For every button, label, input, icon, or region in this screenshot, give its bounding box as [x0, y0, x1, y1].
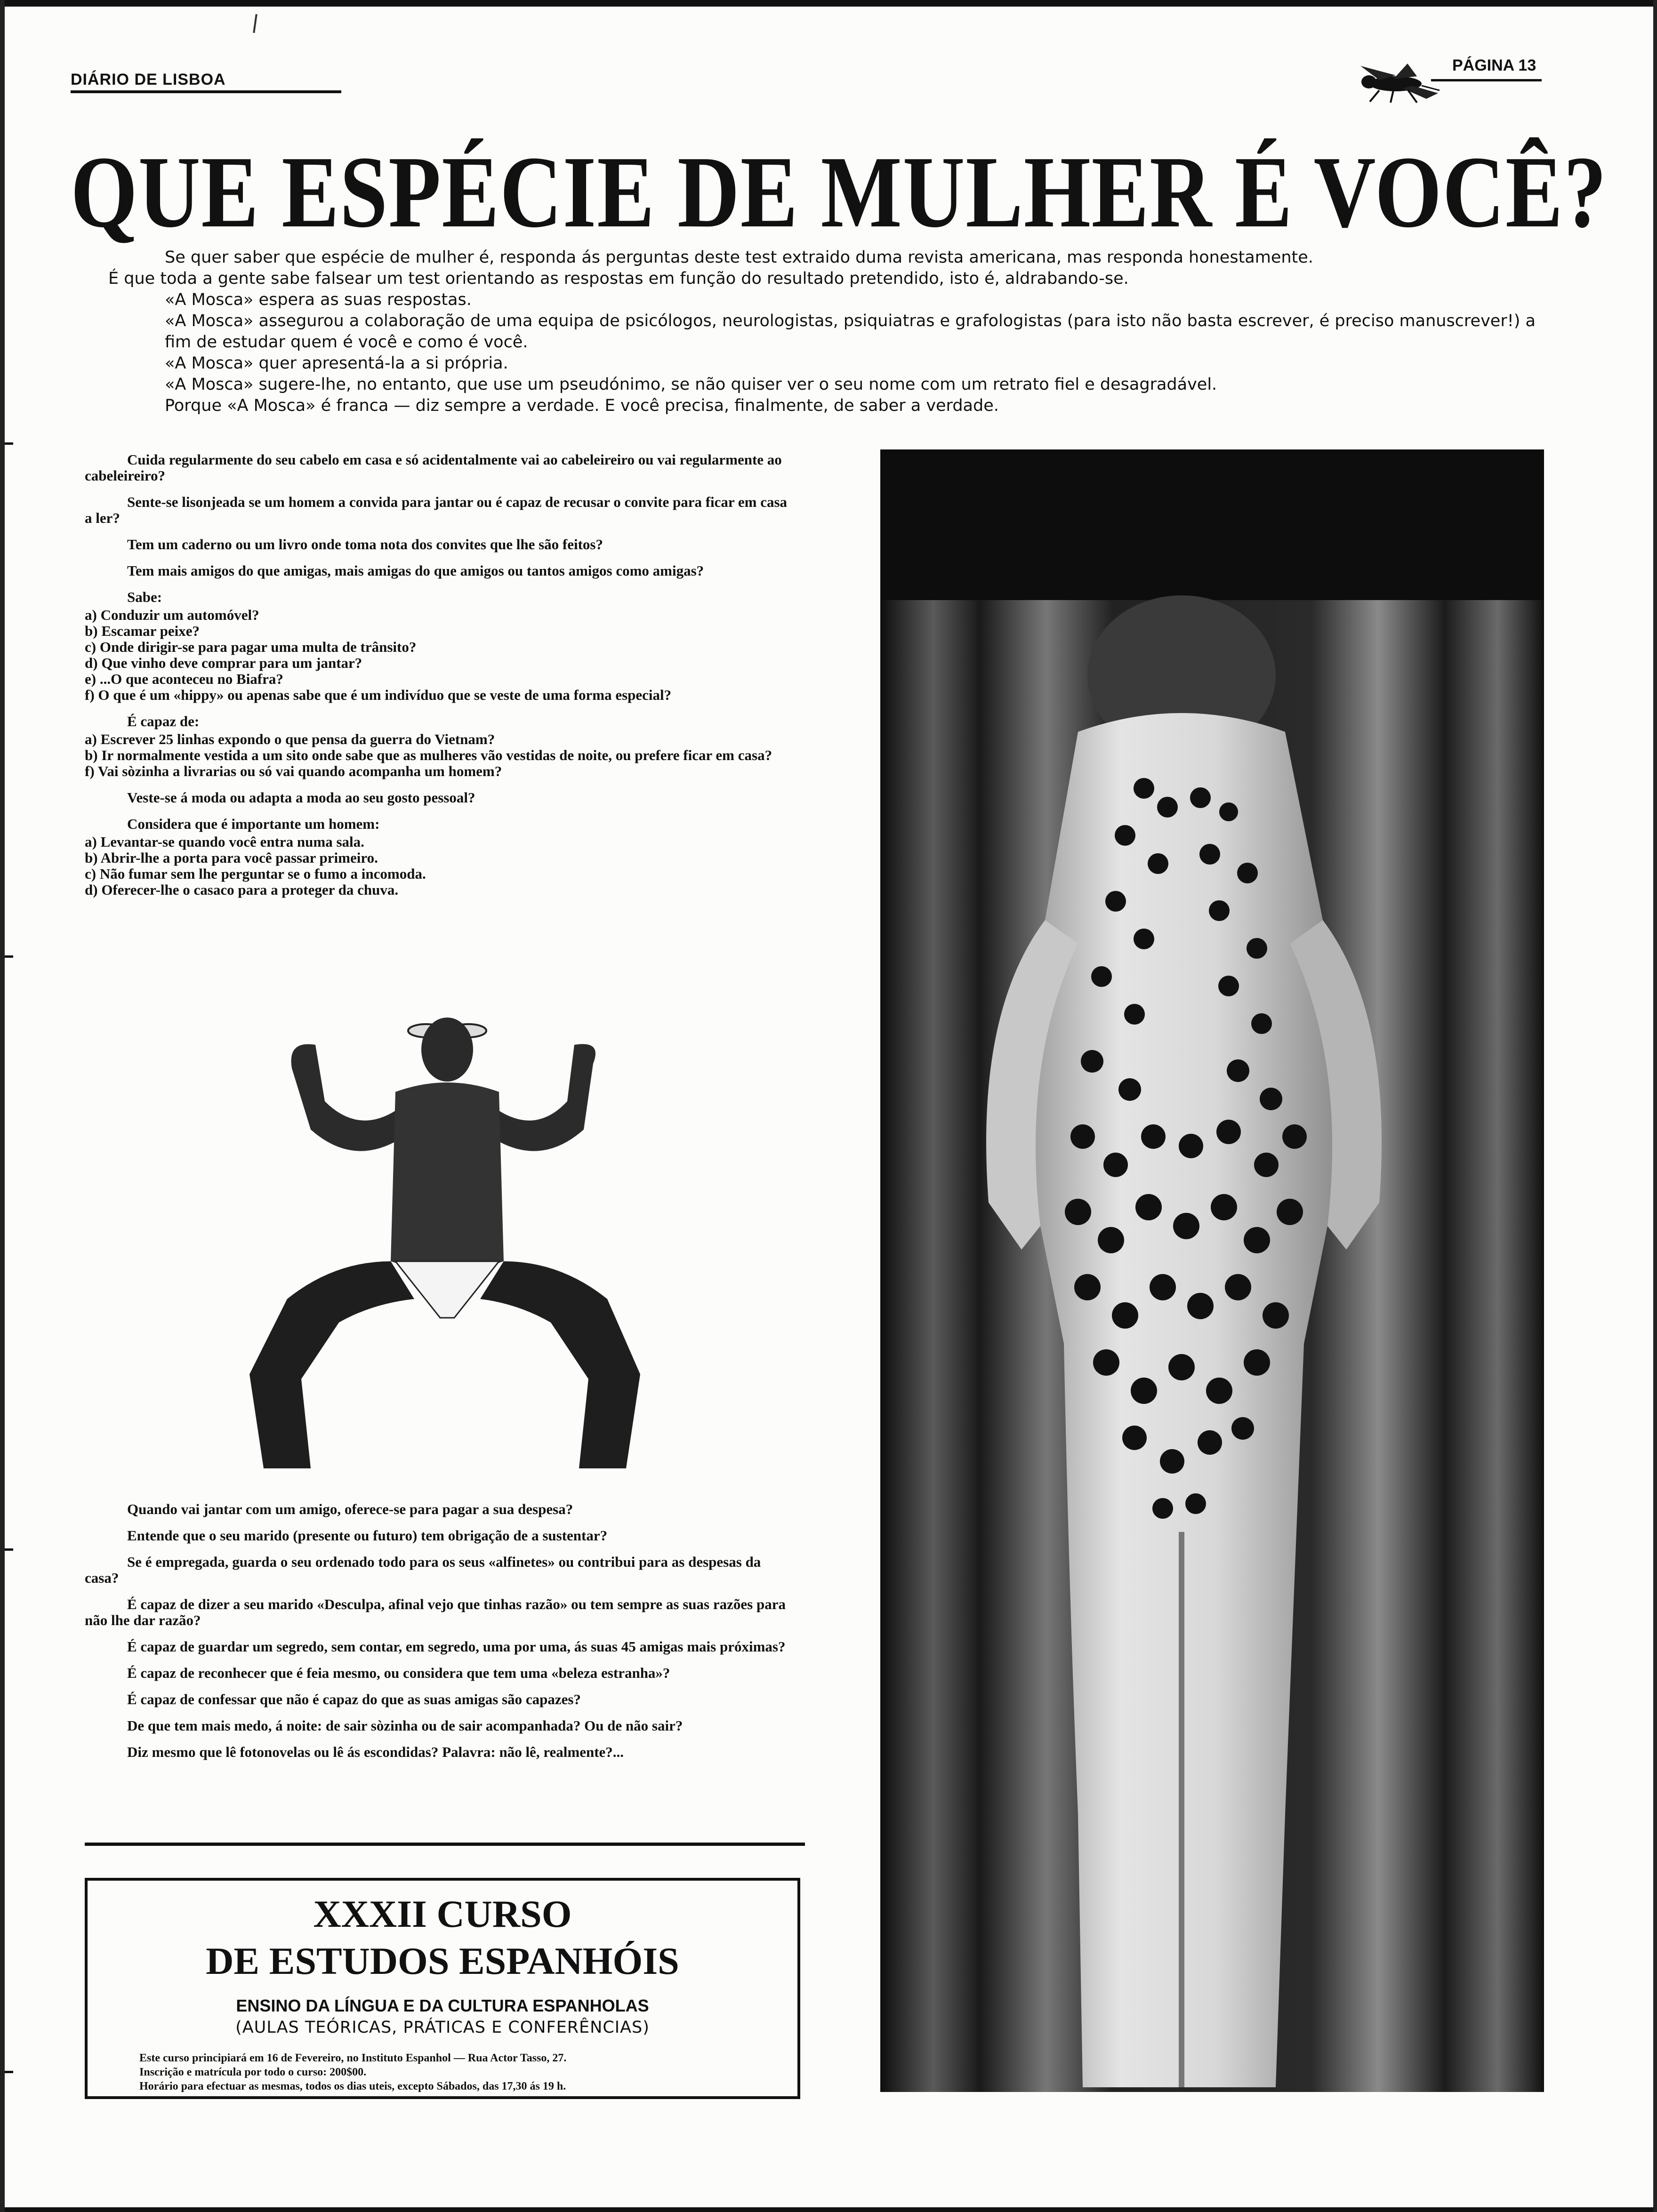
- intro-paragraph: «A Mosca» quer apresentá-la a si própria.: [165, 354, 508, 373]
- question: É capaz de reconhecer que é feia mesmo, ou considera que tem uma «beleza estranha»?: [127, 1665, 670, 1681]
- question: De que tem mais medo, á noite: de sair sòzinha ou de sair acompanhada? Ou de não sair?: [127, 1717, 683, 1734]
- question: É capaz de guardar um segredo, sem contar, em segredo, uma por uma, ás suas 45 amigas mais próximas?: [127, 1638, 786, 1655]
- question: Tem mais amigos do que amigas, mais amigas do que amigos ou tantos amigos como amigas?: [127, 562, 704, 579]
- intro-text: [108, 247, 1539, 417]
- question: Se é empregada, guarda o seu ordenado todo para os seus «alfinetes» ou contribui para as despesas da casa?: [85, 1554, 761, 1586]
- question: Tem um caderno ou um livro onde toma nota dos convites que lhe são feitos?: [127, 536, 603, 553]
- scan-bleed: [5, 2071, 13, 2073]
- ad-line: Este curso principiará em 16 de Fevereiro, no Instituto Espanhol — Rua Actor Tasso, 27.: [139, 2052, 567, 2064]
- ad-title-2: DE ESTUDOS ESPANHÓIS: [206, 1940, 679, 1982]
- question: Diz mesmo que lê fotonovelas ou lê ás escondidas? Palavra: não lê, realmente?...: [127, 1744, 624, 1760]
- intro-paragraph: Se quer saber que espécie de mulher é, responda ás perguntas deste test extraido duma revista americana, mas responda honestamente.: [165, 248, 1313, 267]
- intro-paragraph: «A Mosca» assegurou a colaboração de uma equipa de psicólogos, neurologistas, psiquiatras e grafologistas (para isto não basta escrever, é preciso manuscrever!) a fim de estudar quem é você e como é você.: [165, 312, 1536, 352]
- questions-bottom: [85, 1501, 796, 1771]
- capaz-list: [85, 731, 796, 779]
- man-pose-photo: [217, 1017, 668, 1487]
- scan-bleed: [5, 1548, 13, 1551]
- intro-paragraph: «A Mosca» espera as suas respostas.: [165, 290, 472, 309]
- question: É capaz de confessar que não é capaz do que as suas amigas são capazes?: [127, 1691, 581, 1707]
- list-item: b) Escamar peixe?: [85, 623, 200, 639]
- header-rule-right: [1431, 79, 1542, 81]
- list-item: a) Conduzir um automóvel?: [85, 607, 259, 623]
- section-rule: [85, 1843, 805, 1846]
- list-item: f) Vai sòzinha a livrarias ou só vai quando acompanha um homem?: [85, 763, 502, 779]
- scan-bleed: [5, 442, 13, 445]
- question: Cuida regularmente do seu cabelo em casa e só acidentalmente vai ao cabeleireiro ou vai regularmente ao cabeleireiro?: [85, 451, 782, 484]
- question-label: Sabe:: [127, 589, 162, 605]
- list-item: a) Levantar-se quando você entra numa sala.: [85, 834, 364, 850]
- list-item: d) Oferecer-lhe o casaco para a proteger da chuva.: [85, 882, 399, 898]
- ad-subtitle: ENSINO DA LÍNGUA E DA CULTURA ESPANHOLAS: [236, 1996, 649, 2015]
- ad-title-1: XXXII CURSO: [313, 1892, 572, 1935]
- scan-edge-bottom: [0, 2207, 1657, 2212]
- ad-subtitle-2: (AULAS TEÓRICAS, PRÁTICAS E CONFERÊNCIAS): [235, 2018, 650, 2037]
- sabe-list: [85, 607, 796, 703]
- question-label: Considera que é importante um homem:: [127, 816, 380, 832]
- intro-paragraph: «A Mosca» sugere-lhe, no entanto, que use um pseudónimo, se não quiser ver o seu nome com um retrato fiel e desagradável.: [165, 375, 1217, 394]
- considera-list: [85, 834, 796, 898]
- questions-top: [85, 452, 796, 908]
- newspaper-name: DIÁRIO DE LISBOA: [71, 71, 226, 88]
- woman-back-photo: [880, 449, 1544, 2092]
- intro-paragraph: É que toda a gente sabe falsear um test orientando as respostas em função do resultado pretendido, isto é, aldrabando-se.: [108, 269, 1129, 288]
- intro-paragraph: Porque «A Mosca» é franca — diz sempre a verdade. E você precisa, finalmente, de saber a verdade.: [165, 396, 999, 415]
- question: Entende que o seu marido (presente ou futuro) tem obrigação de a sustentar?: [127, 1527, 608, 1544]
- question: Quando vai jantar com um amigo, oferece-se para pagar a sua despesa?: [127, 1501, 573, 1517]
- ad-line: Inscrição e matrícula por todo o curso: 200$00.: [139, 2066, 367, 2078]
- fly-icon: [1351, 61, 1440, 104]
- scan-bleed: [5, 955, 13, 958]
- list-item: c) Onde dirigir-se para pagar uma multa de trânsito?: [85, 639, 417, 655]
- question: É capaz de dizer a seu marido «Desculpa, afinal vejo que tinhas razão» ou tem sempre as suas razões para não lhe dar razão?: [85, 1596, 786, 1628]
- list-item: a) Escrever 25 linhas expondo o que pensa da guerra do Vietnam?: [85, 731, 495, 747]
- page-number: PÁGINA 13: [1452, 56, 1536, 74]
- list-item: d) Que vinho deve comprar para um jantar?: [85, 655, 362, 671]
- list-item: b) Ir normalmente vestida a um sito onde sabe que as mulheres vão vestidas de noite, ou prefere ficar em casa?: [85, 747, 772, 763]
- scan-edge-right: [1653, 0, 1657, 2212]
- course-advertisement: [85, 1878, 800, 2099]
- list-item: b) Abrir-lhe a porta para você passar primeiro.: [85, 850, 378, 866]
- list-item: f) O que é um «hippy» ou apenas sabe que é um indivíduo que se veste de uma forma especial?: [85, 687, 672, 703]
- scan-mark: [253, 14, 257, 33]
- scan-edge-left: [0, 0, 5, 2212]
- list-item: c) Não fumar sem lhe perguntar se o fumo a incomoda.: [85, 866, 426, 882]
- question-label: É capaz de:: [127, 713, 200, 729]
- headline: QUE ESPÉCIE DE MULHER É VOCÊ?: [71, 136, 1608, 249]
- question: Veste-se á moda ou adapta a moda ao seu gosto pessoal?: [127, 789, 475, 806]
- header-rule-left: [71, 90, 341, 93]
- scan-edge-top: [0, 0, 1657, 7]
- ad-line: Horário para efectuar as mesmas, todos os dias uteis, excepto Sábados, das 17,30 ás 19 h.: [139, 2080, 566, 2092]
- question: Sente-se lisonjeada se um homem a convida para jantar ou é capaz de recusar o convite para ficar em casa a ler?: [85, 494, 788, 526]
- list-item: e) ...O que aconteceu no Biafra?: [85, 671, 283, 687]
